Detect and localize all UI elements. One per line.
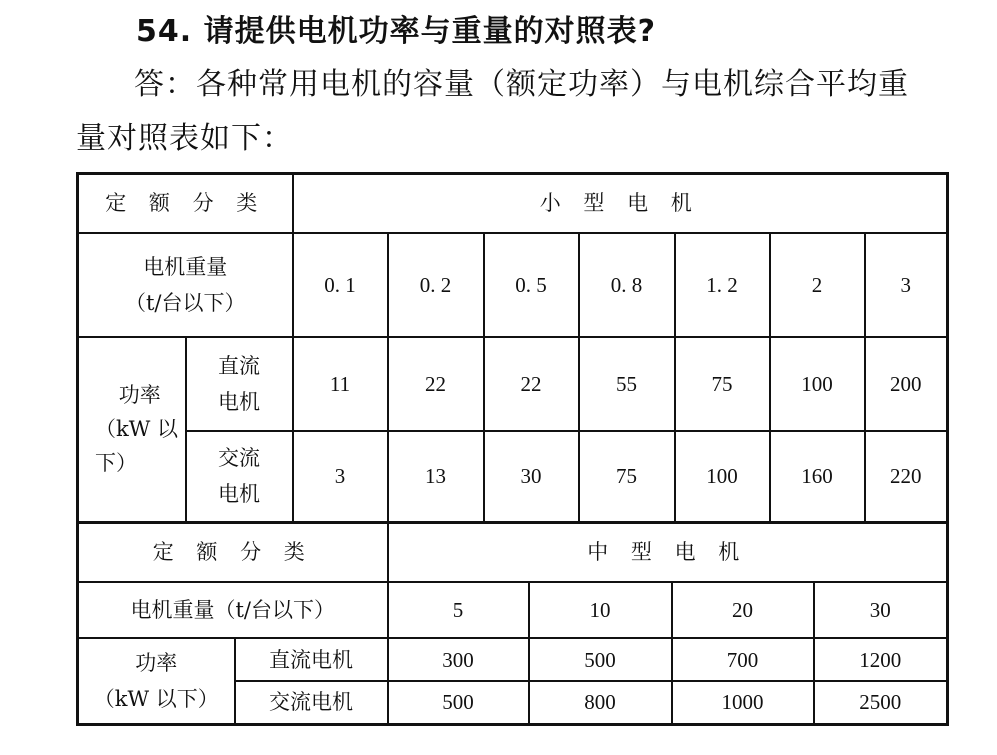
medium-power-label-line1: 功率 xyxy=(135,650,178,675)
medium-dc-cell: 500 xyxy=(529,638,672,681)
small-weight-cell: 1. 2 xyxy=(675,233,770,337)
small-power-label-line3: 下） xyxy=(95,451,137,476)
small-weight-label-line1: 电机重量 xyxy=(143,254,228,279)
small-dc-cell: 22 xyxy=(484,337,579,431)
small-dc-row xyxy=(78,337,948,431)
small-ac-cell: 100 xyxy=(675,431,770,523)
small-ac-row xyxy=(78,431,948,523)
small-dc-cell: 100 xyxy=(770,337,865,431)
medium-weight-cell: 10 xyxy=(529,582,672,638)
small-dc-cell: 75 xyxy=(675,337,770,431)
medium-motor-table xyxy=(76,521,949,726)
small-category-label: 定 额 分 类 xyxy=(78,174,293,233)
medium-dc-cell: 700 xyxy=(672,638,814,681)
small-dc-cell: 200 xyxy=(865,337,948,431)
medium-power-label xyxy=(78,638,235,724)
small-ac-cell: 3 xyxy=(293,431,388,523)
small-motor-table xyxy=(76,172,949,524)
medium-category-row xyxy=(78,522,948,582)
small-weight-label xyxy=(78,233,293,337)
small-category-value: 小 型 电 机 xyxy=(293,174,948,233)
small-dc-cell: 11 xyxy=(293,337,388,431)
medium-weight-row xyxy=(78,582,948,638)
medium-weight-cell: 30 xyxy=(814,582,948,638)
small-ac-cell: 75 xyxy=(579,431,675,523)
small-power-label-line1: 功率 xyxy=(118,383,161,408)
small-ac-label-line1: 交流 xyxy=(218,446,260,471)
small-ac-label-line2: 电机 xyxy=(218,482,260,507)
small-ac-cell: 160 xyxy=(770,431,865,523)
medium-dc-cell: 300 xyxy=(388,638,529,681)
small-ac-label xyxy=(186,431,293,523)
small-dc-label xyxy=(186,337,293,431)
small-ac-cell: 220 xyxy=(865,431,948,523)
small-dc-cell: 55 xyxy=(579,337,675,431)
small-dc-label-line1: 直流 xyxy=(218,353,260,378)
small-weight-cell: 0. 8 xyxy=(579,233,675,337)
medium-weight-cell: 5 xyxy=(388,582,529,638)
medium-ac-cell: 800 xyxy=(529,681,672,724)
medium-weight-label: 电机重量（t/台以下） xyxy=(78,582,388,638)
small-weight-cell: 3 xyxy=(865,233,948,337)
small-power-label-line2: （kW 以 xyxy=(95,417,178,442)
medium-weight-cell: 20 xyxy=(672,582,814,638)
medium-dc-label: 直流电机 xyxy=(235,638,388,681)
small-category-row xyxy=(78,174,948,233)
small-weight-cell: 0. 2 xyxy=(388,233,484,337)
medium-power-label-line2: （kW 以下） xyxy=(93,686,219,711)
small-weight-cell: 0. 5 xyxy=(484,233,579,337)
answer-text-line2: 量对照表如下： xyxy=(76,121,293,156)
small-weight-cell: 2 xyxy=(770,233,865,337)
medium-dc-row xyxy=(78,638,948,681)
small-weight-cell: 0. 1 xyxy=(293,233,388,337)
medium-dc-cell: 1200 xyxy=(814,638,948,681)
answer-label: 答： xyxy=(134,67,196,102)
small-weight-label-line2: （t/台以下） xyxy=(124,290,246,315)
medium-ac-cell: 2500 xyxy=(814,681,948,724)
answer-text-line1: 各种常用电机的容量（额定功率）与电机综合平均重 xyxy=(196,67,909,102)
small-dc-label-line2: 电机 xyxy=(218,389,260,414)
small-weight-row xyxy=(78,233,948,337)
answer-paragraph xyxy=(76,58,956,166)
medium-ac-cell: 1000 xyxy=(672,681,814,724)
medium-category-value: 中 型 电 机 xyxy=(388,522,948,582)
small-ac-cell: 13 xyxy=(388,431,484,523)
small-dc-cell: 22 xyxy=(388,337,484,431)
small-power-label xyxy=(78,337,186,523)
medium-ac-cell: 500 xyxy=(388,681,529,724)
small-ac-cell: 30 xyxy=(484,431,579,523)
question-title: 54. 请提供电机功率与重量的对照表? xyxy=(136,14,656,49)
medium-ac-label: 交流电机 xyxy=(235,681,388,724)
medium-category-label: 定 额 分 类 xyxy=(78,522,388,582)
